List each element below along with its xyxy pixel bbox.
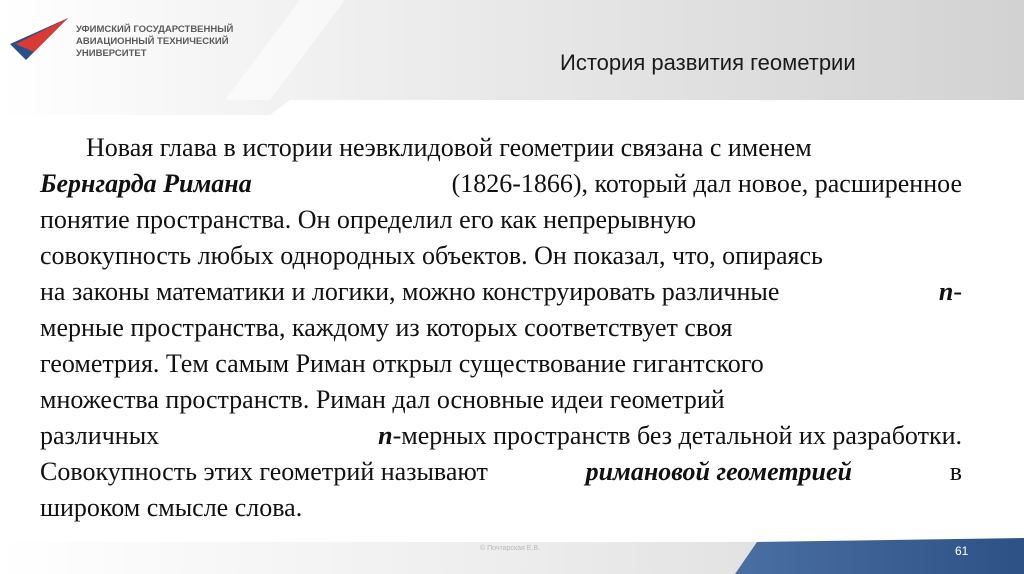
text-line xyxy=(40,310,962,346)
text-segment: различных xyxy=(40,421,160,450)
text-segment: Новая глава в истории неэвклидовой геометрии связана с именем xyxy=(86,133,812,162)
text-line xyxy=(40,166,962,202)
n-variable: n xyxy=(938,277,954,306)
page-number: 61 xyxy=(955,544,969,558)
riemann-name: Бернгарда Римана xyxy=(40,169,252,198)
text-line xyxy=(40,238,962,274)
footer-decoration xyxy=(0,530,1024,574)
university-name-line: УФИМСКИЙ ГОСУДАРСТВЕННЫЙ xyxy=(76,24,234,35)
text-segment: совокупность любых однородных объектов. Он показал, что, опираясь xyxy=(40,241,823,270)
text-segment: на законы математики и логики, можно конструировать различные xyxy=(40,277,780,306)
n-dimension-term xyxy=(378,418,962,454)
copyright-text: © Почтарская Е.В. xyxy=(480,545,541,552)
text-segment: -мерных пространств без детальной их разработки. xyxy=(392,421,962,450)
text-line xyxy=(40,346,962,382)
text-segment: широком смысле слова. xyxy=(40,493,303,522)
text-segment: мерные пространства, каждому из которых соответствует своя xyxy=(40,313,733,342)
slide-title: История развития геометрии xyxy=(560,50,856,75)
university-name-line: АВИАЦИОННЫЙ ТЕХНИЧЕСКИЙ xyxy=(76,36,229,47)
text-line xyxy=(40,418,962,454)
n-variable: n xyxy=(378,421,393,450)
text-line xyxy=(40,454,962,490)
text-line xyxy=(40,202,962,238)
hyphen: - xyxy=(953,277,962,306)
slide-header xyxy=(0,0,1024,115)
text-segment: Совокупность этих геометрий называют xyxy=(40,457,488,486)
body-paragraph xyxy=(40,130,962,526)
text-line xyxy=(40,274,962,310)
text-segment: в xyxy=(949,457,962,486)
text-segment: геометрия. Тем самым Риман открыл существование гигантского xyxy=(40,349,764,378)
university-name xyxy=(76,24,296,60)
text-segment: (1826-1866), который дал новое, расширенное xyxy=(451,169,962,198)
text-line xyxy=(40,382,962,418)
n-dimension-term xyxy=(939,274,962,310)
text-segment: понятие пространства. Он определил его как непрерывную xyxy=(40,205,697,234)
text-line xyxy=(40,130,962,166)
text-line xyxy=(40,490,962,526)
university-name-line: УНИВЕРСИТЕТ xyxy=(76,48,147,59)
riemannian-geometry-term: римановой геометрией xyxy=(585,457,852,486)
text-segment: множества пространств. Риман дал основные идеи геометрий xyxy=(40,385,725,414)
university-logo-icon xyxy=(8,14,72,66)
